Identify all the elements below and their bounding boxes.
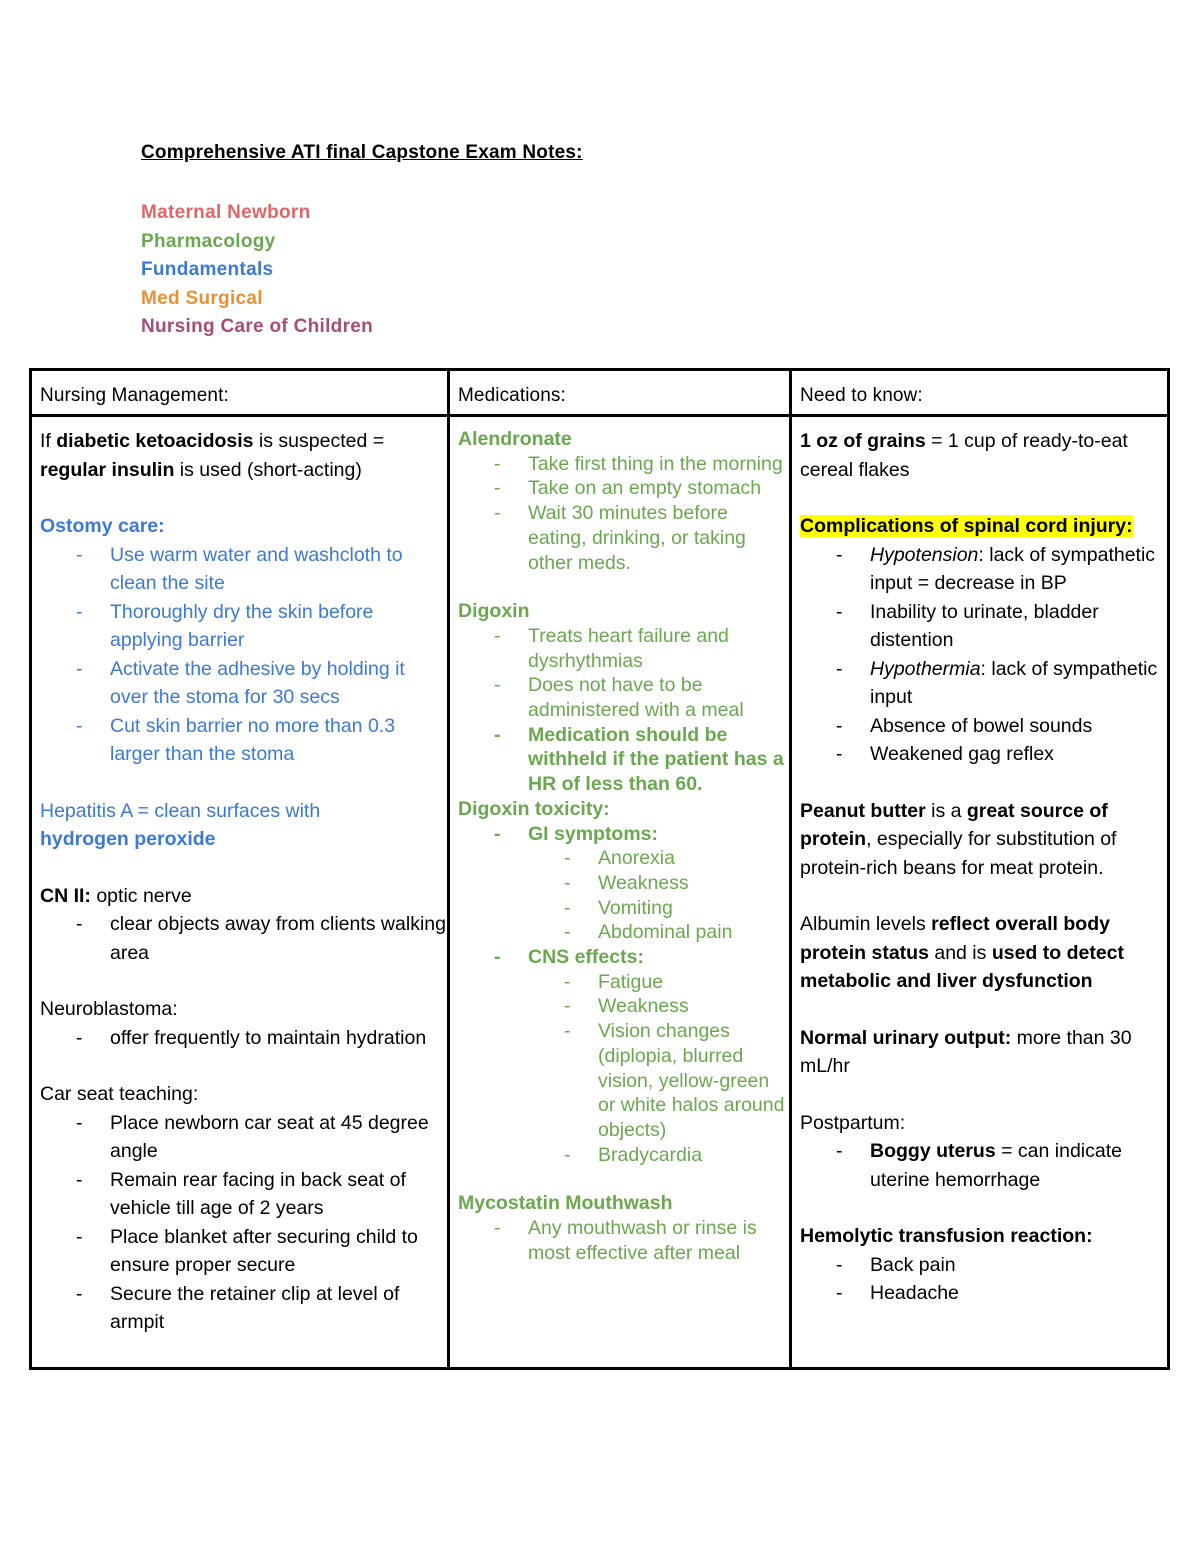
list-item: - Hypothermia: lack of sympathetic input	[800, 655, 1167, 712]
list-item: - Medication should be withheld if the patient has a HR of less than 60.	[458, 723, 789, 797]
list-item: - clear objects away from clients walking area	[40, 910, 447, 967]
list-item: - Bradycardia	[458, 1143, 789, 1168]
gi-symptoms-label: - GI symptoms:	[458, 822, 789, 847]
car-seat-list	[40, 1109, 447, 1337]
list-item: - Weakened gag reflex	[800, 740, 1167, 769]
legend-fundamentals: Fundamentals	[141, 259, 274, 281]
ostomy-list	[40, 541, 447, 769]
list-item: - Vision changes (diplopia, blurred vision, yellow-green or white halos around objects)	[458, 1019, 789, 1143]
list-item: - Does not have to be administered with a meal	[458, 673, 789, 722]
list-item: - Hypotension: lack of sympathetic input = decrease in BP	[800, 541, 1167, 598]
grains-note: 1 oz of grains = 1 cup of ready-to-eat cereal flakes	[800, 430, 1128, 481]
list-item: - Anorexia	[458, 846, 789, 871]
header-medications: Medications:	[458, 385, 566, 406]
spinal-cord-heading: Complications of spinal cord injury:	[800, 515, 1133, 537]
digoxin-list	[458, 624, 789, 797]
color-legend	[141, 199, 373, 342]
cn2-list	[40, 910, 447, 967]
list-item: - Treats heart failure and dysrhythmias	[458, 624, 789, 673]
cns-effects-list	[458, 970, 789, 1168]
list-item: - Use warm water and washcloth to clean the site	[40, 541, 447, 598]
list-item: - Any mouthwash or rinse is most effective after meal	[458, 1216, 789, 1265]
toxicity-list	[458, 822, 789, 847]
list-item: - Remain rear facing in back seat of vehicle till age of 2 years	[40, 1166, 447, 1223]
neuroblastoma-heading: Neuroblastoma:	[40, 998, 178, 1020]
legend-nursing-care-children: Nursing Care of Children	[141, 316, 374, 338]
list-item: - Cut skin barrier no more than 0.3 larger than the stoma	[40, 712, 447, 769]
gi-symptoms-list	[458, 846, 789, 945]
list-item: - Headache	[800, 1279, 1167, 1308]
list-item: - Inability to urinate, bladder distention	[800, 598, 1167, 655]
cns-label-list	[458, 945, 789, 970]
list-item: - Absence of bowel sounds	[800, 712, 1167, 741]
digoxin-toxicity-heading: Digoxin toxicity:	[458, 797, 610, 820]
list-item: - Boggy uterus = can indicate uterine hemorrhage	[800, 1137, 1167, 1194]
legend-pharmacology: Pharmacology	[141, 230, 276, 252]
digoxin-heading: Digoxin	[458, 600, 530, 623]
page-title: Comprehensive ATI final Capstone Exam Notes:	[141, 142, 583, 163]
header-need-to-know: Need to know:	[800, 385, 923, 406]
cns-effects-label: - CNS effects:	[458, 945, 789, 970]
alendronate-list	[458, 452, 789, 576]
spinal-cord-list	[800, 541, 1167, 769]
legend-maternal-newborn: Maternal Newborn	[141, 202, 311, 223]
mycostatin-list	[458, 1216, 789, 1265]
albumin-note: Albumin levels reflect overall body protein status and is used to detect metabolic and liver dysfunction	[800, 913, 1124, 992]
list-item: - Thoroughly dry the skin before applying barrier	[40, 598, 447, 655]
peanut-butter-note: Peanut butter is a great source of protein, especially for substitution of protein-rich beans for meat protein.	[800, 799, 1117, 879]
list-item: - Place newborn car seat at 45 degree angle	[40, 1109, 447, 1166]
list-item: - Take on an empty stomach	[458, 476, 789, 501]
list-item: - Secure the retainer clip at level of armpit	[40, 1280, 447, 1337]
mycostatin-heading: Mycostatin Mouthwash	[458, 1192, 673, 1215]
hemolytic-list	[800, 1251, 1167, 1308]
cn2-note: CN II: optic nerve	[40, 884, 192, 907]
list-item: - offer frequently to maintain hydration	[40, 1024, 447, 1053]
alendronate-heading: Alendronate	[458, 428, 572, 450]
list-item: - Place blanket after securing child to ensure proper secure	[40, 1223, 447, 1280]
list-item: - Weakness	[458, 994, 789, 1019]
legend-med-surgical: Med Surgical	[141, 287, 263, 309]
ostomy-heading: Ostomy care:	[40, 515, 165, 537]
neuroblastoma-list	[40, 1024, 447, 1053]
urinary-output-note: Normal urinary output: more than 30 mL/hr	[800, 1026, 1132, 1077]
postpartum-heading: Postpartum:	[800, 1111, 906, 1134]
header-nursing-management: Nursing Management:	[40, 385, 229, 406]
postpartum-list	[800, 1137, 1167, 1194]
need-to-know-cell	[791, 416, 1169, 1369]
dka-note: If diabetic ketoacidosis is suspected = regular insulin is used (short-acting)	[40, 430, 385, 481]
list-item: - Vomiting	[458, 896, 789, 921]
list-item: - Weakness	[458, 871, 789, 896]
list-item: - Activate the adhesive by holding it over the stoma for 30 secs	[40, 655, 447, 712]
list-item: - Back pain	[800, 1251, 1167, 1280]
hemolytic-heading: Hemolytic transfusion reaction:	[800, 1225, 1093, 1247]
notes-table	[29, 368, 1170, 1370]
list-item: - Fatigue	[458, 970, 789, 995]
hepatitis-note: Hepatitis A = clean surfaces with hydrogen peroxide	[40, 799, 321, 850]
table-header-row	[31, 370, 1169, 416]
nursing-management-cell	[31, 416, 449, 1369]
list-item: - Wait 30 minutes before eating, drinking, or taking other meds.	[458, 501, 789, 575]
medications-cell	[449, 416, 791, 1369]
car-seat-heading: Car seat teaching:	[40, 1083, 199, 1105]
list-item: - Take first thing in the morning	[458, 452, 789, 477]
list-item: - Abdominal pain	[458, 920, 789, 945]
